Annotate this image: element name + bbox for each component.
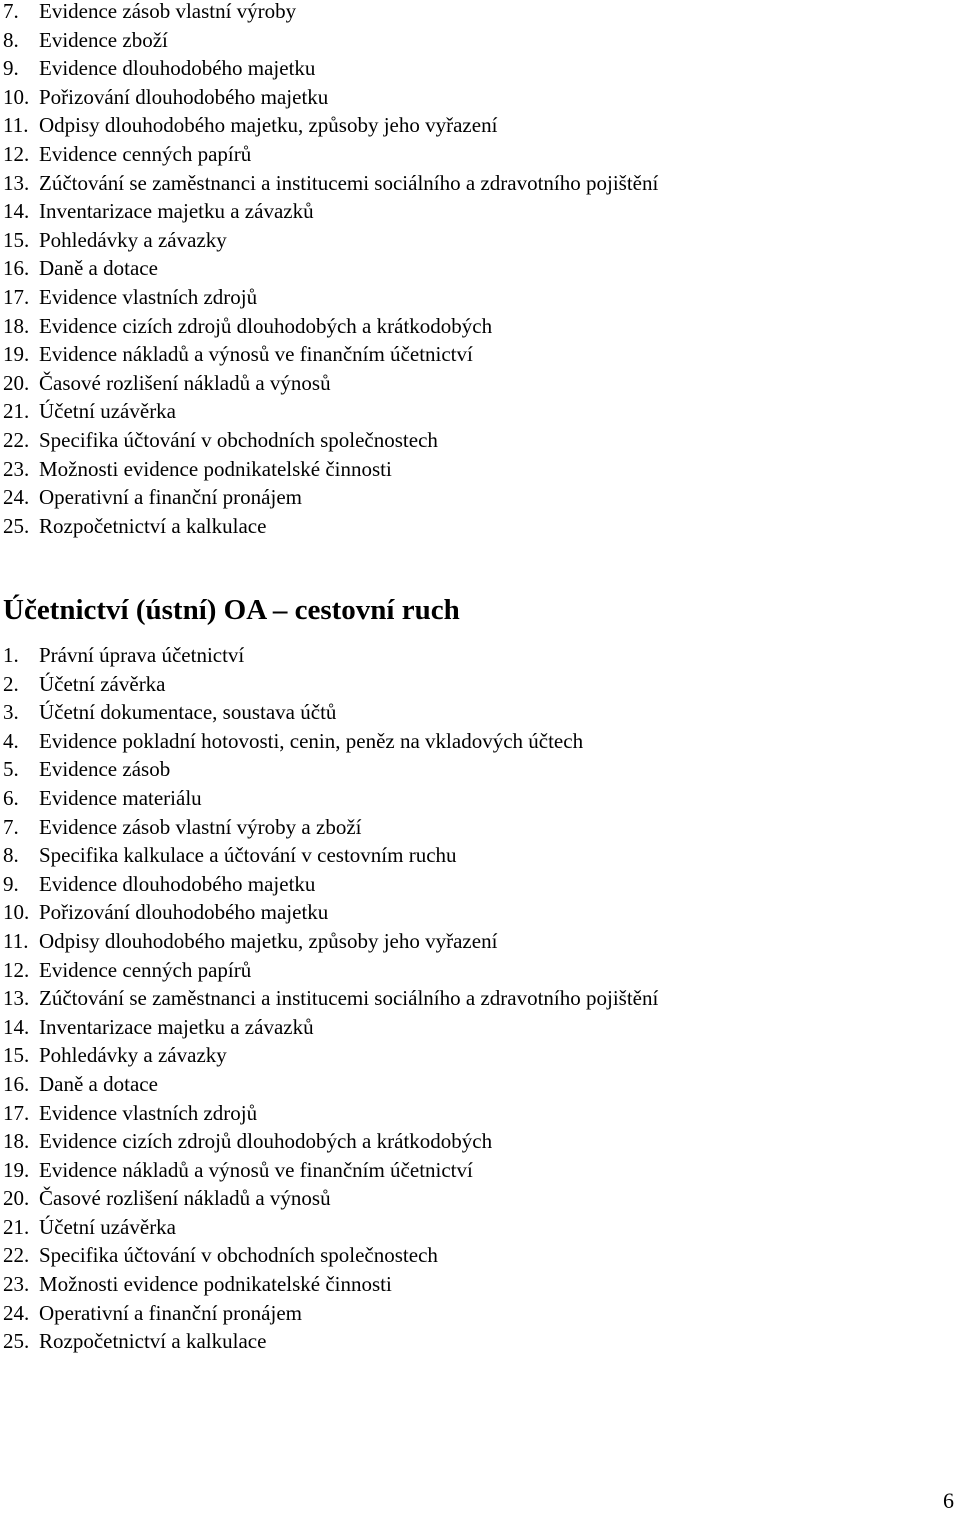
item-text: Evidence cizích zdrojů dlouhodobých a krátkodobých [39, 313, 493, 338]
item-number: 10. [3, 84, 30, 109]
item-text: Evidence dlouhodobého majetku [39, 871, 316, 896]
item-text: Inventarizace majetku a závazků [39, 199, 314, 224]
item-text: Odpisy dlouhodobého majetku, způsoby jeho vyřazení [39, 113, 498, 138]
item-number: 16. [3, 1071, 30, 1096]
item-number: 6. [3, 785, 19, 810]
item-text: Evidence zásob vlastní výroby [39, 0, 297, 23]
item-number: 22. [3, 427, 30, 452]
item-number: 24. [3, 485, 30, 510]
item-number: 5. [3, 757, 19, 782]
item-number: 20. [3, 370, 30, 395]
item-text: Evidence nákladů a výnosů ve finančním účetnictví [39, 1157, 473, 1182]
item-text: Časové rozlišení nákladů a výnosů [39, 370, 331, 395]
item-text: Evidence dlouhodobého majetku [39, 56, 316, 81]
item-number: 9. [3, 871, 19, 896]
item-text: Daně a dotace [39, 256, 158, 281]
item-number: 12. [3, 957, 30, 982]
item-number: 22. [3, 1243, 30, 1268]
item-text: Evidence zásob [39, 757, 171, 782]
item-text: Evidence cenných papírů [39, 957, 252, 982]
item-number: 11. [3, 113, 29, 138]
item-number: 9. [3, 56, 19, 81]
item-text: Evidence zboží [39, 27, 168, 52]
item-text: Evidence zásob vlastní výroby a zboží [39, 814, 362, 839]
item-text: Účetní dokumentace, soustava účtů [39, 700, 337, 725]
item-text: Evidence vlastních zdrojů [39, 284, 258, 309]
item-text: Inventarizace majetku a závazků [39, 1014, 314, 1039]
item-text: Daně a dotace [39, 1071, 158, 1096]
item-number: 19. [3, 342, 30, 367]
item-number: 7. [3, 0, 19, 23]
item-number: 8. [3, 843, 19, 868]
item-text: Pořizování dlouhodobého majetku [39, 900, 329, 925]
item-number: 8. [3, 27, 19, 52]
page-number: 6 [943, 1488, 954, 1513]
item-number: 25. [3, 513, 30, 538]
item-number: 21. [3, 1214, 30, 1239]
item-text: Možnosti evidence podnikatelské činnosti [39, 456, 392, 481]
item-text: Evidence cenných papírů [39, 141, 252, 166]
item-number: 18. [3, 313, 30, 338]
item-text: Specifika účtování v obchodních společnostech [39, 1243, 438, 1268]
item-number: 21. [3, 399, 30, 424]
item-number: 4. [3, 728, 19, 753]
item-number: 19. [3, 1157, 30, 1182]
item-text: Pohledávky a závazky [39, 227, 227, 252]
item-number: 13. [3, 986, 30, 1011]
item-number: 10. [3, 900, 30, 925]
item-number: 17. [3, 284, 30, 309]
item-text: Evidence pokladní hotovosti, cenin, peněz na vkladových účtech [39, 728, 584, 753]
item-number: 23. [3, 1272, 30, 1297]
item-number: 18. [3, 1129, 30, 1154]
item-text: Evidence cizích zdrojů dlouhodobých a krátkodobých [39, 1129, 493, 1154]
item-number: 15. [3, 227, 30, 252]
item-text: Účetní uzávěrka [39, 399, 177, 424]
item-text: Zúčtování se zaměstnanci a institucemi sociálního a zdravotního pojištění [39, 170, 659, 195]
item-number: 14. [3, 199, 30, 224]
item-number: 15. [3, 1043, 30, 1068]
item-number: 17. [3, 1100, 30, 1125]
item-number: 12. [3, 141, 30, 166]
item-number: 25. [3, 1329, 30, 1354]
item-text: Zúčtování se zaměstnanci a institucemi sociálního a zdravotního pojištění [39, 986, 659, 1011]
item-text: Operativní a finanční pronájem [39, 485, 302, 510]
item-text: Rozpočetnictví a kalkulace [39, 513, 267, 538]
item-text: Evidence vlastních zdrojů [39, 1100, 258, 1125]
item-text: Operativní a finanční pronájem [39, 1300, 302, 1325]
item-text: Účetní uzávěrka [39, 1214, 177, 1239]
item-number: 7. [3, 814, 19, 839]
item-text: Možnosti evidence podnikatelské činnosti [39, 1272, 392, 1297]
item-number: 13. [3, 170, 30, 195]
item-number: 14. [3, 1014, 30, 1039]
item-number: 11. [3, 928, 29, 953]
item-text: Specifika účtování v obchodních společnostech [39, 427, 438, 452]
item-text: Pohledávky a závazky [39, 1043, 227, 1068]
item-text: Odpisy dlouhodobého majetku, způsoby jeho vyřazení [39, 928, 498, 953]
item-text: Rozpočetnictví a kalkulace [39, 1329, 267, 1354]
item-text: Časové rozlišení nákladů a výnosů [39, 1186, 331, 1211]
item-number: 2. [3, 671, 19, 696]
item-text: Pořizování dlouhodobého majetku [39, 84, 329, 109]
item-text: Evidence nákladů a výnosů ve finančním účetnictví [39, 342, 473, 367]
item-number: 1. [3, 643, 19, 667]
item-number: 3. [3, 700, 19, 725]
item-number: 23. [3, 456, 30, 481]
item-text: Právní úprava účetnictví [39, 643, 245, 667]
item-number: 24. [3, 1300, 30, 1325]
item-text: Účetní závěrka [39, 671, 166, 696]
item-number: 16. [3, 256, 30, 281]
item-text: Evidence materiálu [39, 785, 202, 810]
item-text: Specifika kalkulace a účtování v cestovním ruchu [39, 843, 457, 868]
section-heading: Účetnictví (ústní) OA – cestovní ruch [3, 594, 460, 626]
item-number: 20. [3, 1186, 30, 1211]
